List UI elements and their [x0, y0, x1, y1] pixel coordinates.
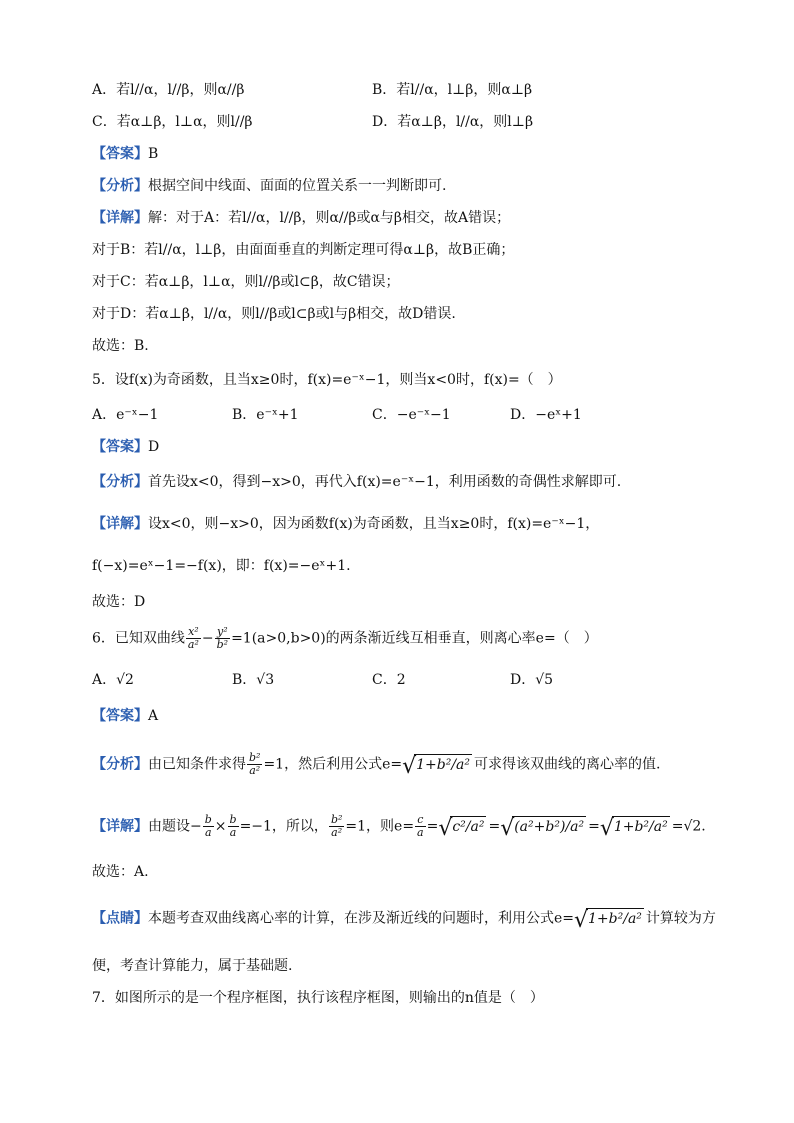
q5-choice: 故选：D — [92, 594, 146, 610]
square-root — [576, 908, 644, 929]
analysis-tag: 【分析】 — [92, 474, 148, 490]
q4-option-c: C．若α⊥β，l⊥α，则l//β — [92, 114, 253, 130]
q5-option-c: C．−e⁻ˣ−1 — [372, 407, 451, 423]
fraction-denominator: a — [229, 826, 237, 839]
fraction-numerator: b² — [330, 813, 343, 826]
detail-text: 解：对于A：若l//α，l//β，则α//β或α与β相交，故A错误； — [148, 210, 511, 226]
detail-text: 设x<0，则−x>0，因为函数f(x)为奇函数，且当x≥0时，f(x)=e⁻ˣ−1， — [148, 516, 600, 532]
equals-sign: = — [588, 818, 600, 835]
fraction-denominator: a — [204, 826, 212, 839]
radicand: (a²+b²)/a² — [512, 816, 586, 837]
q4-detail-2: 对于B：若l//α，l⊥β，由面面垂直的判断定理可得α⊥β，故B正确； — [92, 242, 515, 258]
q6-option-d: D．√5 — [510, 672, 554, 688]
q6-comment — [92, 908, 716, 929]
q4-detail-4: 对于D：若α⊥β，l//α，则l//β或l⊂β或l与β相交，故D错误. — [92, 306, 456, 322]
fraction — [415, 814, 426, 839]
answer-value: A — [148, 708, 159, 724]
fraction-denominator: a² — [187, 638, 199, 651]
fraction — [203, 814, 214, 839]
square-root — [440, 816, 486, 837]
fraction-denominator: a — [417, 826, 424, 839]
square-root — [502, 816, 586, 837]
analysis-text: 可求得该双曲线的离心率的值. — [474, 756, 661, 773]
analysis-text: 首先设x<0，得到−x>0，再代入f(x)=e⁻ˣ−1，利用函数的奇偶性求解即可. — [148, 474, 622, 490]
detail-text: =−1，所以， — [239, 818, 328, 835]
fraction-numerator: b — [229, 813, 237, 826]
square-root — [602, 816, 670, 837]
q4-detail-1 — [92, 208, 510, 228]
equals-sign: = — [488, 818, 501, 835]
q6-comment-2: 便，考查计算能力，属于基础题. — [92, 958, 293, 974]
detail-tag: 【详解】 — [92, 516, 148, 532]
q4-detail-3: 对于C：若α⊥β，l⊥α，则l//β或l⊂β，故C错误； — [92, 274, 400, 290]
analysis-text: 由已知条件求得 — [148, 756, 246, 773]
comment-tag: 【点睛】 — [92, 910, 148, 927]
q4-option-d: D．若α⊥β，l//α，则l⊥β — [372, 114, 534, 130]
radicand: c²/a² — [450, 816, 486, 837]
q5-option-a: A．e⁻ˣ−1 — [92, 407, 159, 423]
answer-tag: 【答案】 — [92, 439, 148, 455]
q5-stem: 5．设f(x)为奇函数，且当x≥0时，f(x)=e⁻ˣ−1，则当x<0时，f(x)=（ ） — [92, 372, 562, 388]
fraction-denominator: a² — [331, 826, 343, 839]
answer-value: D — [148, 439, 160, 455]
analysis-text: 根据空间中线面、面面的位置关系一一判断即可. — [148, 178, 447, 194]
minus-sign: − — [201, 630, 214, 647]
answer-tag: 【答案】 — [92, 146, 148, 162]
answer-tag: 【答案】 — [92, 708, 148, 724]
q6-analysis — [92, 752, 660, 777]
analysis-tag: 【分析】 — [92, 756, 148, 773]
q5-detail-1 — [92, 514, 599, 534]
q5-option-b: B．e⁻ˣ+1 — [232, 407, 299, 423]
fraction — [329, 814, 344, 839]
q5-detail-2: f(−x)=eˣ−1=−f(x)，即：f(x)=−eˣ+1. — [92, 558, 351, 574]
detail-tag: 【详解】 — [92, 210, 148, 226]
fraction-numerator: b² — [249, 751, 261, 764]
fraction — [228, 814, 239, 839]
detail-tag: 【详解】 — [92, 818, 148, 835]
q5-option-d: D．−eˣ+1 — [510, 407, 582, 423]
q6-option-a: A．√2 — [92, 672, 134, 688]
fraction-numerator: x² — [186, 626, 201, 639]
q4-option-a: A．若l//α，l//β，则α//β — [92, 82, 245, 98]
comment-text: 本题考查双曲线离心率的计算，在涉及渐近线的问题时，利用公式e= — [148, 910, 575, 927]
fraction-numerator: c — [415, 814, 426, 827]
fraction-denominator: a² — [249, 764, 261, 777]
q5-analysis — [92, 472, 621, 492]
radicand: 1+b²/a² — [414, 754, 472, 775]
q6-option-c: C．2 — [372, 672, 406, 688]
fraction — [247, 752, 262, 777]
fraction-numerator: y² — [215, 626, 230, 639]
fraction-denominator: b² — [216, 638, 229, 651]
q4-choice: 故选：B. — [92, 338, 149, 354]
q6-stem-text: =1(a>0,b>0)的两条渐近线互相垂直，则离心率e=（ ） — [231, 630, 598, 647]
q6-option-b: B．√3 — [232, 672, 275, 688]
times-sign: × — [214, 818, 227, 835]
detail-text: =√2. — [671, 818, 706, 835]
fraction-numerator: b — [204, 813, 212, 826]
radicand: 1+b²/a² — [612, 816, 670, 837]
detail-text: 由题设− — [148, 818, 202, 835]
q6-choice: 故选：A. — [92, 864, 149, 880]
q6-stem — [92, 626, 598, 651]
q4-option-b: B．若l//α，l⊥β，则α⊥β — [372, 82, 533, 98]
q4-analysis — [92, 176, 446, 196]
fraction — [215, 626, 230, 651]
fraction — [186, 626, 201, 651]
equals-sign: = — [426, 818, 439, 835]
q6-detail — [92, 814, 706, 839]
radicand: 1+b²/a² — [586, 908, 644, 929]
analysis-text: =1，然后利用公式e= — [263, 756, 403, 773]
q4-answer — [92, 144, 158, 164]
q6-answer — [92, 706, 158, 726]
analysis-tag: 【分析】 — [92, 178, 148, 194]
detail-text: =1，则e= — [345, 818, 415, 835]
q5-answer — [92, 437, 159, 457]
q6-stem-text: 6．已知双曲线 — [92, 630, 185, 647]
comment-text: 计算较为方 — [645, 910, 716, 927]
square-root — [404, 754, 472, 775]
answer-value: B — [148, 146, 159, 162]
q7-stem: 7．如图所示的是一个程序框图，执行该程序框图，则输出的n值是（ ） — [92, 990, 544, 1006]
